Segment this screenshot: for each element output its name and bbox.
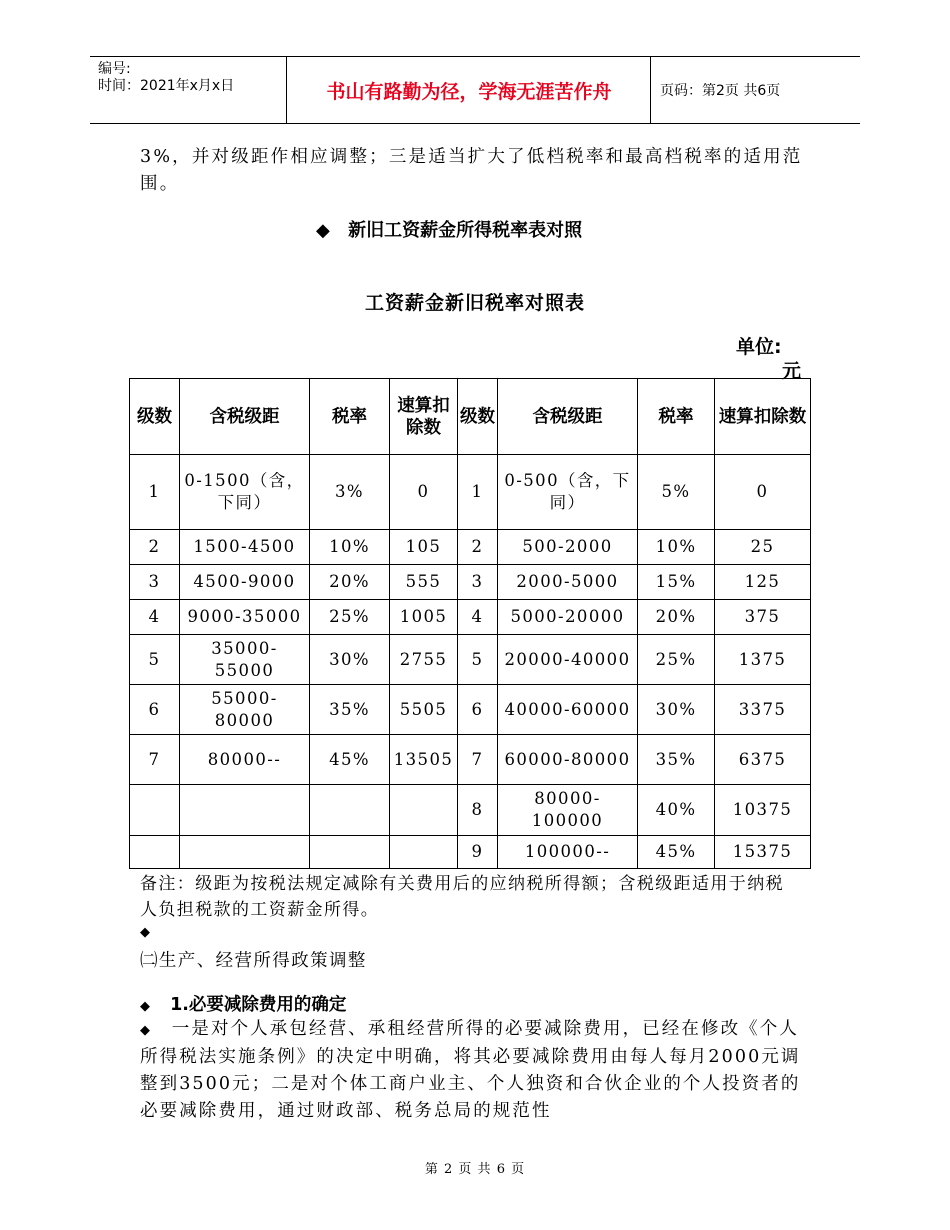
table-cell: 375	[715, 600, 811, 635]
table-cell: 15%	[638, 565, 715, 600]
table-cell: 60000-80000	[498, 735, 638, 785]
table-cell: 6	[458, 685, 498, 735]
item-heading	[140, 991, 346, 1016]
table-row	[130, 785, 811, 836]
table-cell: 25%	[310, 600, 390, 635]
table-cell: 5505	[390, 685, 458, 735]
table-cell: 125	[715, 565, 811, 600]
tax-rate-table	[129, 378, 811, 869]
page-header	[90, 56, 860, 124]
table-cell	[390, 836, 458, 869]
table-cell: 7	[130, 735, 180, 785]
intro-paragraph: 3%，并对级距作相应调整；三是适当扩大了低档税率和最高档税率的适用范围。	[140, 147, 803, 194]
table-cell: 100000--	[498, 836, 638, 869]
table-cell: 3	[130, 565, 180, 600]
table-row	[130, 685, 811, 735]
table-cell: 20000-40000	[498, 635, 638, 685]
table-cell: 45%	[638, 836, 715, 869]
table-cell: 8	[458, 785, 498, 836]
table-cell	[130, 836, 180, 869]
table-cell: 30%	[638, 685, 715, 735]
table-cell	[310, 785, 390, 836]
body-paragraph-text: 一是对个人承包经营、承租经营所得的必要减除费用，已经在修改《个人所得税法实施条例》的决定中明确，将其必要减除费用由每人每月2000元调整到3500元；二是对个体工商户业主、个人独资和合伙企业的个人投资者的必要减除费用，通过财政部、税务总局的规范性	[140, 1019, 801, 1121]
table-cell: 13505	[390, 735, 458, 785]
header-rate: 税率	[310, 379, 390, 455]
table-cell: 9	[458, 836, 498, 869]
table-header-row	[130, 379, 811, 455]
header-deduction: 速算扣除数	[390, 379, 458, 455]
table-cell: 80000-100000	[498, 785, 638, 836]
table-cell: 500-2000	[498, 530, 638, 565]
item-heading-text: 1.必要减除费用的确定	[170, 995, 347, 1015]
table-cell: 35%	[310, 685, 390, 735]
table-row	[130, 635, 811, 685]
table-cell: 2	[130, 530, 180, 565]
table-row	[130, 836, 811, 869]
table-cell: 35%	[638, 735, 715, 785]
table-cell: 3375	[715, 685, 811, 735]
table-cell: 0	[715, 455, 811, 530]
header-level: 级数	[130, 379, 180, 455]
table-cell: 5000-20000	[498, 600, 638, 635]
table-note: 备注：级距为按税法规定减除有关费用后的应纳税所得额；含税级距适用于纳税人负担税款的工资薪金所得。	[140, 874, 784, 920]
table-cell: 5	[458, 635, 498, 685]
table-cell: 3%	[310, 455, 390, 530]
table-cell: 0	[390, 455, 458, 530]
table-cell: 35000-55000	[180, 635, 310, 685]
table-cell	[180, 836, 310, 869]
table-cell: 4	[458, 600, 498, 635]
table-cell: 3	[458, 565, 498, 600]
diamond-bullet-icon: ◆	[140, 925, 150, 940]
table-cell: 80000--	[180, 735, 310, 785]
table-cell: 20%	[638, 600, 715, 635]
table-cell: 1	[130, 455, 180, 530]
section-heading-text: 新旧工资薪金所得税率表对照	[348, 220, 583, 241]
table-cell: 105	[390, 530, 458, 565]
table-row	[130, 600, 811, 635]
table-cell: 1005	[390, 600, 458, 635]
header-deduction-new: 速算扣除数	[715, 379, 811, 455]
body-paragraph	[140, 1016, 810, 1125]
diamond-bullet-icon: ◆	[140, 999, 150, 1014]
table-cell: 7	[458, 735, 498, 785]
table-cell: 4	[130, 600, 180, 635]
table-cell: 20%	[310, 565, 390, 600]
table-title: 工资薪金新旧税率对照表	[364, 292, 585, 314]
table-unit-label: 单位:	[736, 336, 782, 358]
section-heading	[316, 216, 582, 242]
header-bracket: 含税级距	[180, 379, 310, 455]
table-cell: 2	[458, 530, 498, 565]
header-page-info: 页码：第2页 共6页	[660, 83, 781, 99]
table-cell	[390, 785, 458, 836]
header-motto: 书山有路勤为径，学海无涯苦作舟	[326, 80, 612, 103]
table-unit-value: 元	[782, 360, 802, 382]
table-cell: 45%	[310, 735, 390, 785]
table-row	[130, 735, 811, 785]
table-cell: 1375	[715, 635, 811, 685]
table-cell: 6375	[715, 735, 811, 785]
table-cell: 10%	[310, 530, 390, 565]
table-cell: 9000-35000	[180, 600, 310, 635]
header-bracket-new: 含税级距	[498, 379, 638, 455]
table-row	[130, 565, 811, 600]
document-time-label: 时间：2021年x月x日	[98, 78, 235, 94]
table-cell: 2755	[390, 635, 458, 685]
table-cell: 0-500（含，下同）	[498, 455, 638, 530]
table-cell: 55000-80000	[180, 685, 310, 735]
header-divider	[650, 57, 651, 123]
table-cell: 10375	[715, 785, 811, 836]
table-cell: 5%	[638, 455, 715, 530]
header-left	[98, 61, 234, 95]
table-row	[130, 530, 811, 565]
table-cell: 1	[458, 455, 498, 530]
header-divider	[286, 57, 287, 123]
document-number-label: 编号:	[98, 61, 131, 77]
table-cell: 0-1500（含，下同）	[180, 455, 310, 530]
table-cell: 25	[715, 530, 811, 565]
table-cell: 40%	[638, 785, 715, 836]
table-cell	[130, 785, 180, 836]
table-cell: 10%	[638, 530, 715, 565]
header-level-new: 级数	[458, 379, 498, 455]
table-cell: 6	[130, 685, 180, 735]
diamond-bullet-icon: ◆	[316, 220, 330, 241]
subsection-heading: ㈡生产、经营所得政策调整	[140, 951, 367, 971]
table-cell: 30%	[310, 635, 390, 685]
table-cell: 555	[390, 565, 458, 600]
diamond-bullet-icon: ◆	[140, 1023, 153, 1038]
table-cell	[180, 785, 310, 836]
table-cell: 25%	[638, 635, 715, 685]
table-cell: 15375	[715, 836, 811, 869]
table-cell: 5	[130, 635, 180, 685]
table-cell: 1500-4500	[180, 530, 310, 565]
page-footer: 第 2 页 共 6 页	[424, 1162, 526, 1177]
table-row	[130, 455, 811, 530]
header-rate-new: 税率	[638, 379, 715, 455]
table-cell: 40000-60000	[498, 685, 638, 735]
table-cell: 4500-9000	[180, 565, 310, 600]
table-cell	[310, 836, 390, 869]
table-cell: 2000-5000	[498, 565, 638, 600]
